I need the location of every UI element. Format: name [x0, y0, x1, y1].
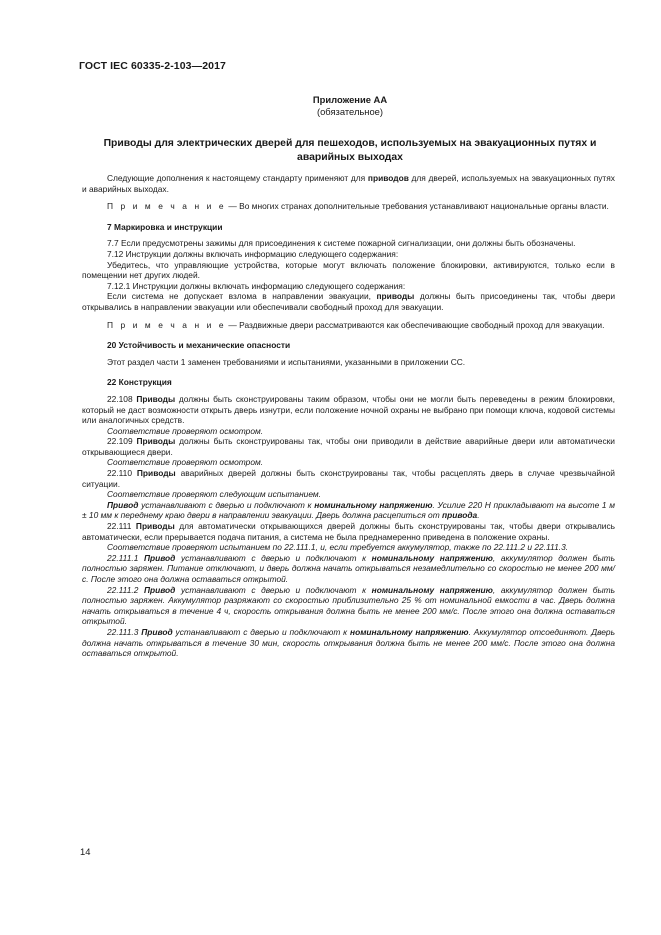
- section-7-note: П р и м е ч а н и е — Раздвижные двери рассматриваются как обеспечивающие свободный проход для эвакуации.: [107, 319, 605, 330]
- clause-22-108: 22.108 Приводы должны быть сконструированы таким образом, чтобы они не могли быть переведены в режим блокировки, который не даст возможности открыть дверь изнутри, если положение ночной охраны не выбрано при помощи ключа, кодовой системы или аналогичных средств.: [82, 393, 615, 426]
- clause-22-111-2: 22.111.2 Привод устанавливают с дверью и подключают к номинальному напряжению, аккумулятор должен быть полностью заряжен. Аккумулятор разряжают со скоростью приблизительно 25 % от номинальной емкости в час. Дверь должна начать открываться в течение 4 ч, скорость открывания должна быть не менее 200 мм/с. После этого она должна оставаться открытой.: [82, 584, 616, 627]
- section-20-heading: 20 Устойчивость и механические опасности: [107, 340, 291, 351]
- clause-22-111-1: 22.111.1 Привод устанавливают с дверью и подключают к номинальному напряжению, аккумулятор должен быть полностью заряжен. Питание отключают, и дверь должна начать открываться незамедлительно со скоростью не менее 200 мм/с. После этого она должна оставаться открытой.: [82, 552, 616, 584]
- section-20-text: Этот раздел части 1 заменен требованиями и испытаниями, указанными в приложении СС.: [107, 356, 466, 367]
- standard-header: ГОСТ IEC 60335-2-103—2017: [79, 60, 226, 72]
- section-7-heading: 7 Маркировка и инструкции: [107, 221, 223, 232]
- clause-7-7: 7.7 Если предусмотрены зажимы для присоединения к системе пожарной сигнализации, они должны быть обозначены.: [107, 238, 576, 249]
- clause-22-111: 22.111 Приводы для автоматически открывающихся дверей должны быть сконструированы так, чтобы двери открывались автоматически, если прерывается подача питания, а система не была преднамеренно приведена в положение охраны.: [82, 521, 615, 542]
- page-number: 14: [80, 846, 91, 857]
- section-22-heading: 22 Конструкция: [107, 377, 172, 388]
- clause-22-108-compliance: Соответствие проверяют осмотром.: [107, 425, 264, 436]
- clause-7-12: 7.12 Инструкции должны включать информацию следующего содержания:: [107, 248, 399, 259]
- clause-22-110-test: Привод устанавливают с дверью и подключают к номинальному напряжению. Усилие 220 Н прикладывают на высоте 1 м ± 10 мм к переднему краю двери в направлении эвакуации. Дверь должна расцепиться от привода.: [82, 499, 615, 521]
- intro-note: П р и м е ч а н и е — Во многих странах дополнительные требования устанавливают национальные органы власти.: [107, 201, 609, 212]
- clause-7-12-1: 7.12.1 Инструкции должны включать информацию следующего содержания:: [107, 280, 406, 291]
- clause-22-111-3: 22.111.3 Привод устанавливают с дверью и подключают к номинальному напряжению. Аккумулятор отсоединяют. Дверь должна начать открываться в течение 30 мин, скорость открывания должна быть не менее 200 мм/с. После этого она должна оставаться открытой.: [82, 626, 615, 659]
- annex-title: Приложение АА: [312, 94, 388, 105]
- clause-22-109-compliance: Соответствие проверяют осмотром.: [107, 457, 264, 468]
- clause-22-110: 22.110 Приводы аварийных дверей должны быть сконструированы так, чтобы расцеплять дверь в случае чрезвычайной ситуации.: [82, 468, 615, 489]
- clause-7-12-text: Убедитесь, что управляющие устройства, которые могут включать положение блокировки, активируются, только если в помещении нет других людей.: [82, 259, 615, 281]
- document-title: Приводы для электрических дверей для пешеходов, используемых на эвакуационных путях и аварийных выходах: [103, 138, 597, 163]
- annex-block: [0, 94, 661, 118]
- clause-7-12-1-text: Если система не допускает взлома в направлении эвакуации, приводы должны быть присоединены так, чтобы двери открывались в направлении эвакуации или обеспечивали свободный проход для эвакуации.: [82, 291, 616, 312]
- intro-paragraph: Следующие дополнения к настоящему стандарту применяют для приводов для дверей, используемых на эвакуационных путях и аварийных выходах.: [82, 173, 615, 194]
- clause-22-109: 22.109 Приводы должны быть сконструированы так, чтобы они приводили в действие аварийные двери или автоматически открывающиеся двери.: [82, 436, 615, 457]
- annex-status: (обязательное): [316, 106, 384, 117]
- document-body: [82, 173, 615, 659]
- clause-22-111-compliance: Соответствие проверяют испытанием по 22.111.1, и, если требуется аккумулятор, также по 22.111.2 и 22.111.3.: [107, 542, 569, 553]
- clause-22-110-compliance: Соответствие проверяют следующим испытанием.: [107, 489, 321, 500]
